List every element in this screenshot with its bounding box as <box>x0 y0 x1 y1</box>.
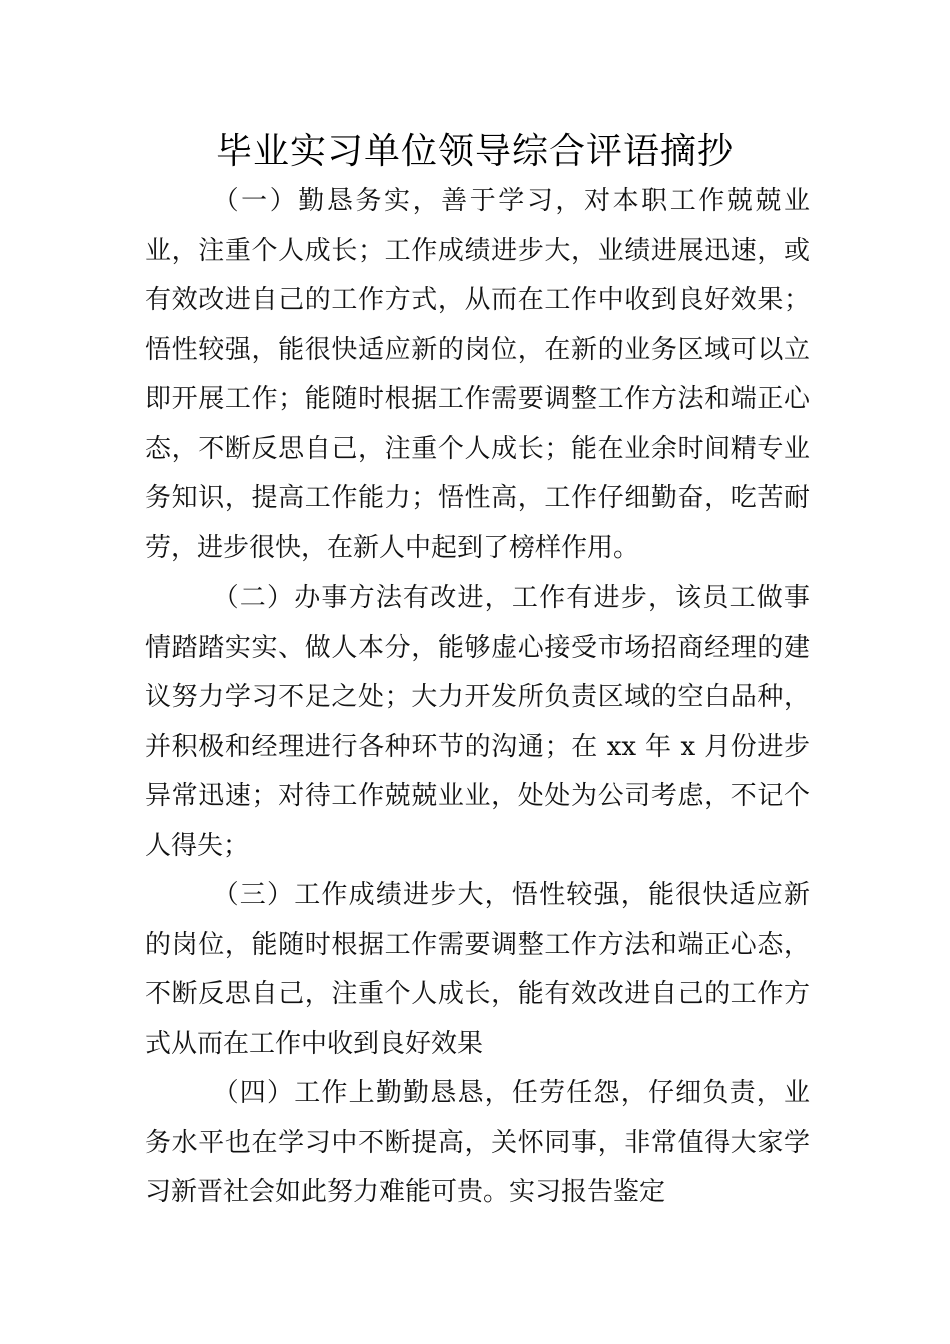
paragraph-4: （四）工作上勤勤恳恳，任劳任怨，仔细负责，业务水平也在学习中不断提高，关怀同事，非常值得大家学习新晋社会如此努力难能可贵。实习报告鉴定 <box>145 1078 810 1207</box>
paragraph-3: （三）工作成绩进步大，悟性较强，能很快适应新的岗位，能随时根据工作需要调整工作方法和端正心态，不断反思自己，注重个人成长，能有效改进自己的工作方式从而在工作中收到良好效果 <box>145 880 810 1059</box>
document-title: 毕业实习单位领导综合评语摘抄 <box>215 131 734 172</box>
paragraph-2: （二）办事方法有改进，工作有进步，该员工做事情踏踏实实、做人本分，能够虚心接受市场招商经理的建议努力学习不足之处；大力开发所负责区域的空白品种，并积极和经理进行各种环节的沟通；在 xx 年 x 月份进步异常迅速；对待工作兢兢业业，处处为公司考虑，不记个人得失； <box>145 583 810 861</box>
paragraph-1: （一）勤恳务实，善于学习，对本职工作兢兢业业，注重个人成长；工作成绩进步大，业绩进展迅速，或有效改进自己的工作方式，从而在工作中收到良好效果；悟性较强，能很快适应新的岗位，在新的业务区域可以立即开展工作；能随时根据工作需要调整工作方法和端正心态，不断反思自己，注重个人成长；能在业余时间精专业务知识，提高工作能力；悟性高，工作仔细勤奋，吃苦耐劳，进步很快，在新人中起到了榜样作用。 <box>145 186 810 563</box>
